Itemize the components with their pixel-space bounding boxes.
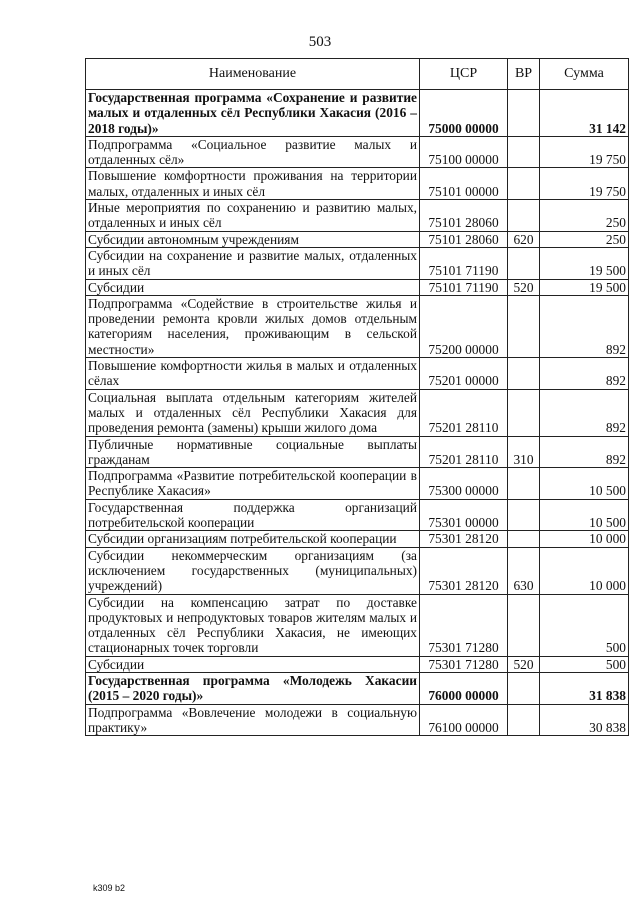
row-name-cell: Подпрограмма «Вовлечение молодежи в социальную практику»: [86, 704, 420, 736]
table-row: [86, 389, 629, 436]
row-sum-cell: 250: [540, 200, 629, 232]
row-csr-cell: 75000 00000: [420, 90, 508, 137]
row-vr-cell: [508, 499, 540, 531]
row-csr-cell: 75101 00000: [420, 168, 508, 200]
row-vr-cell: 520: [508, 656, 540, 672]
row-sum-cell: 31 142: [540, 90, 629, 137]
row-csr-cell: 75200 00000: [420, 295, 508, 357]
row-sum-cell: 500: [540, 594, 629, 656]
table-row: [86, 279, 629, 295]
row-name-cell: Субсидии некоммерческим организациям (за исключением государственных (муниципальных) учреждений): [86, 547, 420, 594]
row-csr-cell: 75301 71280: [420, 594, 508, 656]
row-name-cell: Субсидии: [86, 656, 420, 672]
row-vr-cell: [508, 295, 540, 357]
row-sum-cell: 19 500: [540, 279, 629, 295]
row-sum-cell: 30 838: [540, 704, 629, 736]
row-vr-cell: [508, 247, 540, 279]
row-vr-cell: [508, 389, 540, 436]
row-csr-cell: 75100 00000: [420, 136, 508, 168]
row-vr-cell: [508, 672, 540, 704]
header-csr: ЦСР: [420, 59, 508, 90]
row-sum-cell: 10 500: [540, 468, 629, 500]
table-row: [86, 168, 629, 200]
row-name-cell: Государственная программа «Сохранение и развитие малых и отдаленных сёл Республики Хакасия (2016 – 2018 годы)»: [86, 90, 420, 137]
row-name-cell: Социальная выплата отдельным категориям жителей малых и отдаленных сёл Республики Хакасия для проведения ремонта (замены) крыши жилого дома: [86, 389, 420, 436]
header-vr: ВР: [508, 59, 540, 90]
row-name-cell: Повышение комфортности проживания на территории малых, отдаленных и иных сёл: [86, 168, 420, 200]
row-sum-cell: 892: [540, 295, 629, 357]
row-sum-cell: 19 750: [540, 136, 629, 168]
row-sum-cell: 10 500: [540, 499, 629, 531]
row-vr-cell: [508, 468, 540, 500]
row-vr-cell: 620: [508, 231, 540, 247]
table-row: [86, 547, 629, 594]
row-csr-cell: 75101 71190: [420, 247, 508, 279]
table-row: [86, 200, 629, 232]
row-csr-cell: 75301 71280: [420, 656, 508, 672]
row-csr-cell: 75101 71190: [420, 279, 508, 295]
page-number: 503: [308, 34, 332, 50]
row-vr-cell: [508, 136, 540, 168]
row-sum-cell: 892: [540, 436, 629, 468]
row-name-cell: Субсидии организациям потребительской кооперации: [86, 531, 420, 547]
row-csr-cell: 75301 28120: [420, 547, 508, 594]
row-name-cell: Подпрограмма «Содействие в строительстве жилья и проведении ремонта кровли жилых домов отдельным категориям населения, проживающим в сельской местности»: [86, 295, 420, 357]
row-vr-cell: [508, 90, 540, 137]
row-sum-cell: 10 000: [540, 531, 629, 547]
row-sum-cell: 31 838: [540, 672, 629, 704]
table-body: [86, 90, 629, 736]
table-row: [86, 704, 629, 736]
row-sum-cell: 892: [540, 389, 629, 436]
table-row: [86, 499, 629, 531]
row-csr-cell: 75300 00000: [420, 468, 508, 500]
row-vr-cell: [508, 594, 540, 656]
row-csr-cell: 75101 28060: [420, 200, 508, 232]
row-name-cell: Субсидии на компенсацию затрат по доставке продуктовых и непродуктовых товаров жителям малых и отдаленных сёл Республики Хакасия, не имеющих стационарных точек торговли: [86, 594, 420, 656]
row-name-cell: Государственная поддержка организаций потребительской кооперации: [86, 499, 420, 531]
row-name-cell: Государственная программа «Молодежь Хакасии (2015 – 2020 годы)»: [86, 672, 420, 704]
row-csr-cell: 76100 00000: [420, 704, 508, 736]
row-vr-cell: [508, 704, 540, 736]
row-sum-cell: 19 500: [540, 247, 629, 279]
row-name-cell: Повышение комфортности жилья в малых и отдаленных сёлах: [86, 358, 420, 390]
table-row: [86, 656, 629, 672]
row-vr-cell: [508, 200, 540, 232]
row-csr-cell: 75301 00000: [420, 499, 508, 531]
row-csr-cell: 76000 00000: [420, 672, 508, 704]
row-csr-cell: 75201 28110: [420, 389, 508, 436]
table-row: [86, 358, 629, 390]
table-row: [86, 436, 629, 468]
row-name-cell: Субсидии: [86, 279, 420, 295]
row-name-cell: Подпрограмма «Развитие потребительской кооперации в Республике Хакасия»: [86, 468, 420, 500]
row-name-cell: Подпрограмма «Социальное развитие малых и отдаленных сёл»: [86, 136, 420, 168]
row-name-cell: Иные мероприятия по сохранению и развитию малых, отдаленных и иных сёл: [86, 200, 420, 232]
table-row: [86, 594, 629, 656]
row-sum-cell: 892: [540, 358, 629, 390]
row-name-cell: Субсидии автономным учреждениям: [86, 231, 420, 247]
row-sum-cell: 19 750: [540, 168, 629, 200]
table-row: [86, 672, 629, 704]
row-vr-cell: [508, 531, 540, 547]
row-csr-cell: 75201 28110: [420, 436, 508, 468]
row-vr-cell: [508, 358, 540, 390]
table-row: [86, 247, 629, 279]
row-vr-cell: [508, 168, 540, 200]
row-csr-cell: 75201 00000: [420, 358, 508, 390]
table-row: [86, 531, 629, 547]
budget-table: [85, 58, 629, 736]
row-vr-cell: 630: [508, 547, 540, 594]
header-name: Наименование: [86, 59, 420, 90]
table-row: [86, 90, 629, 137]
table-row: [86, 468, 629, 500]
row-vr-cell: 520: [508, 279, 540, 295]
row-csr-cell: 75301 28120: [420, 531, 508, 547]
row-sum-cell: 250: [540, 231, 629, 247]
row-sum-cell: 10 000: [540, 547, 629, 594]
row-sum-cell: 500: [540, 656, 629, 672]
row-name-cell: Публичные нормативные социальные выплаты гражданам: [86, 436, 420, 468]
row-vr-cell: 310: [508, 436, 540, 468]
table-row: [86, 295, 629, 357]
row-name-cell: Субсидии на сохранение и развитие малых, отдаленных и иных сёл: [86, 247, 420, 279]
row-csr-cell: 75101 28060: [420, 231, 508, 247]
table-header-row: [86, 59, 629, 90]
table-row: [86, 231, 629, 247]
header-sum: Сумма: [540, 59, 629, 90]
footer-code: k309 b2: [93, 883, 126, 893]
table-row: [86, 136, 629, 168]
